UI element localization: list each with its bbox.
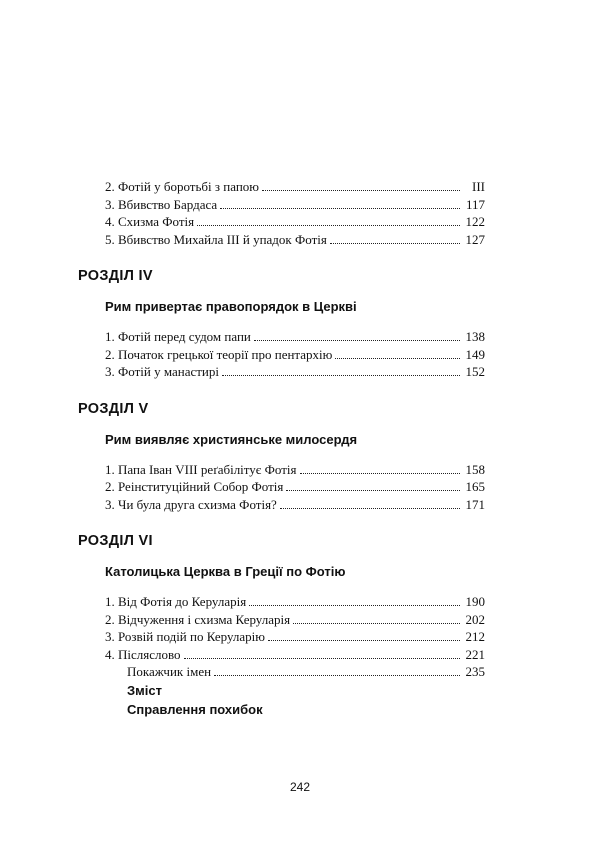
dot-leader: [280, 507, 460, 509]
toc-entry-index[interactable]: [105, 663, 485, 681]
toc-entry-page: 117: [465, 196, 485, 212]
dot-leader: [335, 357, 460, 359]
toc-entry-label: 3. Вбивство Бардаса: [105, 196, 218, 212]
toc-entry-label: 3. Чи була друга схизма Фотія?: [105, 496, 277, 512]
toc-entry-page: 138: [465, 329, 485, 344]
toc-entry-page: 127: [465, 231, 485, 247]
toc-entry[interactable]: [105, 346, 485, 364]
toc-entry-page: 171: [465, 496, 485, 512]
toc-entry[interactable]: [105, 496, 485, 514]
dot-leader: [222, 374, 460, 376]
toc-entry-label: 4. Схизма Фотія: [105, 214, 195, 229]
toc-entry-label: 4. Післяслово: [105, 646, 181, 662]
toc-entry-page: 149: [465, 346, 485, 362]
toc-entry-page: III: [472, 179, 485, 194]
dot-leader: [220, 207, 460, 209]
toc-section-6: [78, 533, 485, 719]
toc-entry[interactable]: [105, 461, 485, 479]
toc-group-continued: [105, 178, 485, 248]
dot-leader: [262, 189, 460, 191]
toc-entry[interactable]: [105, 363, 485, 381]
toc-section-5: [78, 400, 485, 514]
toc-entry-contents[interactable]: Зміст: [127, 682, 162, 698]
toc-entry[interactable]: [105, 611, 485, 629]
toc-entry-label: 3. Фотій у манастирі: [105, 364, 220, 379]
toc-entry-errata[interactable]: Справлення похибок: [127, 701, 263, 717]
section-subtitle: Католицька Церква в Греції по Фотію: [105, 564, 346, 579]
toc-entry-label: 2. Фотій у боротьбі з папою: [105, 179, 259, 194]
toc-entry-page: 122: [465, 214, 485, 229]
toc-entry-page: 190: [465, 594, 485, 609]
toc-section-4: [78, 268, 485, 381]
toc-entry-page: 165: [465, 479, 485, 494]
dot-leader: [197, 224, 460, 226]
dot-leader: [254, 339, 460, 341]
toc-entry-page: 152: [465, 364, 485, 379]
dot-leader: [249, 604, 460, 606]
section-subtitle: Рим виявляє християнське милосердя: [105, 431, 358, 447]
section-heading: РОЗДІЛ VI: [78, 533, 153, 549]
toc-entry-page: 202: [465, 611, 485, 627]
section-heading: РОЗДІЛ V: [78, 400, 149, 417]
dot-leader: [214, 674, 460, 676]
dot-leader: [268, 639, 460, 641]
table-of-contents: [78, 178, 485, 719]
toc-entry[interactable]: [105, 231, 485, 249]
toc-entry-page: 158: [465, 461, 485, 477]
toc-entry-page: 221: [465, 646, 485, 662]
toc-entry-label: 5. Вбивство Михайла III й упадок Фотія: [105, 231, 327, 247]
toc-entry[interactable]: [105, 593, 485, 611]
toc-entry[interactable]: [105, 213, 485, 231]
toc-entry[interactable]: [105, 628, 485, 646]
toc-entry-label: 1. Папа Іван VIII реґабілітує Фотія: [105, 461, 297, 477]
dot-leader: [300, 472, 460, 474]
dot-leader: [184, 657, 460, 659]
dot-leader: [330, 242, 460, 244]
section-heading: РОЗДІЛ IV: [78, 268, 153, 284]
toc-entry-label: 2. Реінституційний Собор Фотія: [105, 479, 284, 494]
dot-leader: [293, 622, 460, 624]
toc-entry-page: 235: [465, 664, 485, 679]
dot-leader: [286, 489, 460, 491]
toc-entry-label: 2. Відчуження і схизма Керуларія: [105, 611, 291, 627]
toc-entry-page: 212: [465, 629, 485, 644]
toc-entry-label: 1. Фотій перед судом папи: [105, 329, 251, 344]
page-number: 242: [289, 780, 311, 794]
section-subtitle: Рим привертає правопорядок в Церкві: [105, 299, 357, 314]
toc-entry[interactable]: [105, 646, 485, 664]
toc-entry-label: 2. Початок грецької теорії про пентархію: [105, 346, 333, 362]
toc-entry[interactable]: [105, 196, 485, 214]
toc-entry-label: Покажчик імен: [127, 664, 212, 679]
toc-entry-label: 3. Розвій подій по Керуларію: [105, 629, 266, 644]
toc-entry[interactable]: [105, 328, 485, 346]
toc-entry-label: 1. Від Фотія до Керуларія: [105, 594, 247, 609]
toc-entry[interactable]: [105, 478, 485, 496]
toc-entry[interactable]: [105, 178, 485, 196]
